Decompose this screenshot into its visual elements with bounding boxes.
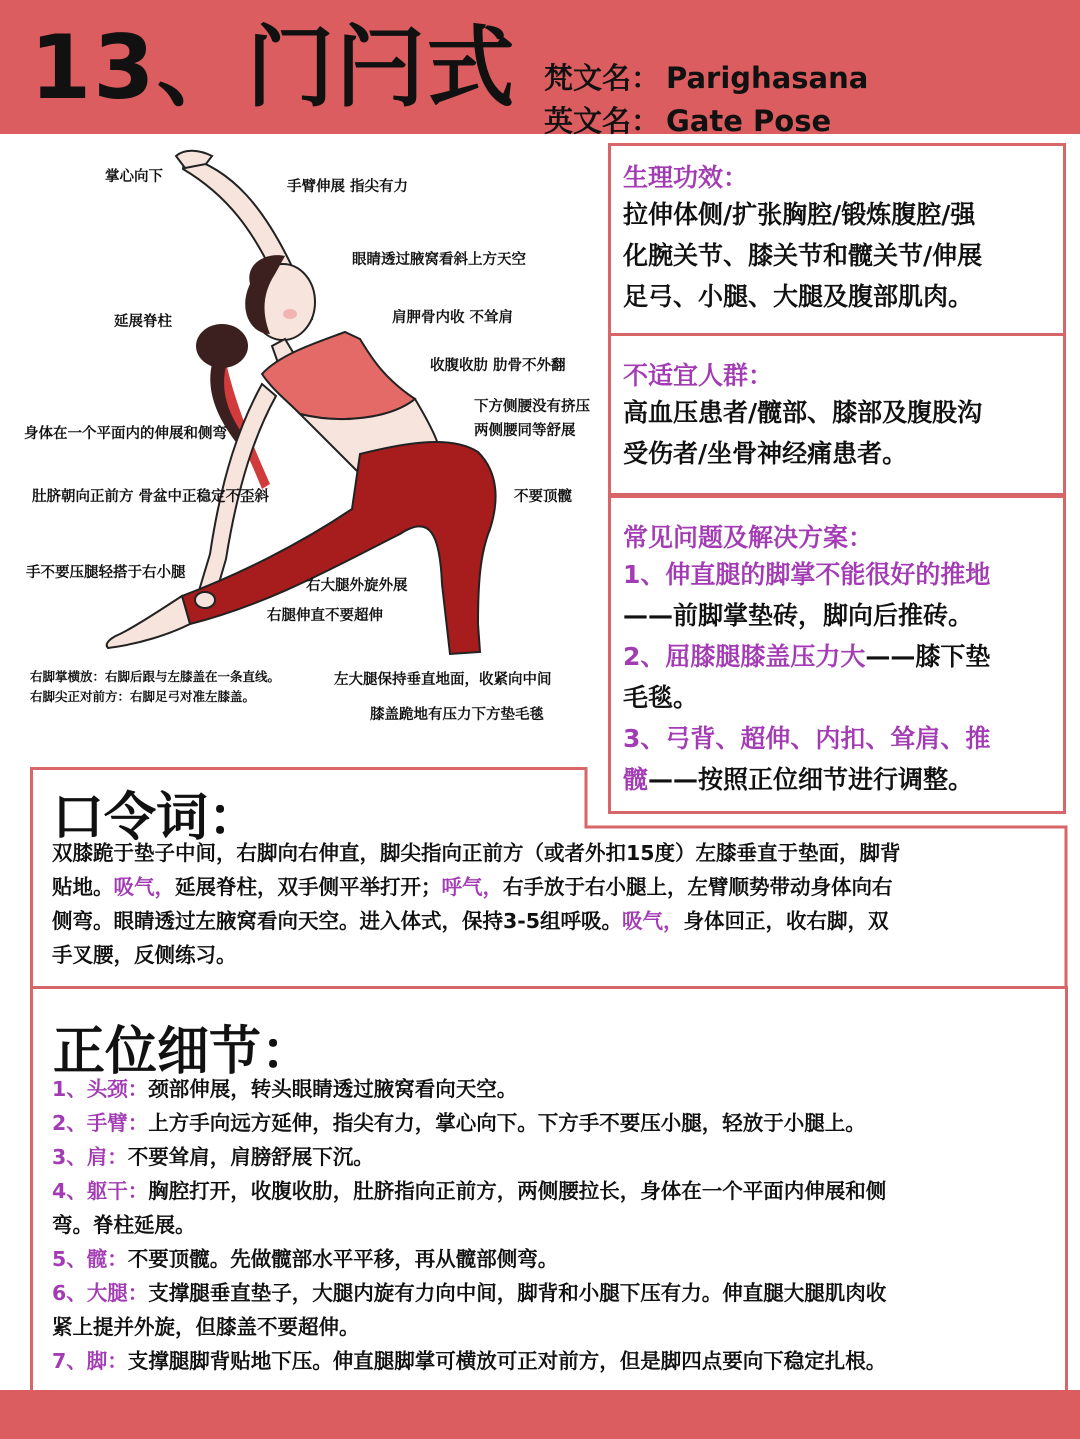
figure-label: 膝盖跪地有压力下方垫毛毯 [370, 707, 544, 723]
figure-label: 眼睛透过腋窝看斜上方天空 [352, 252, 526, 268]
figure-label: 身体在一个平面内的伸展和侧弯 [24, 426, 227, 442]
figure-label: 右大腿外旋外展 [306, 578, 408, 594]
figure-label: 两侧腰同等舒展 [474, 423, 576, 439]
problems-text: 1、伸直腿的脚掌不能很好的推地 ——前脚掌垫砖，脚向后推砖。 2、屈膝腿膝盖压力大——膝下垫 毛毯。 3、弓背、超伸、内扣、耸肩、推 髋——按照正位细节进行调整。 [623, 560, 991, 794]
figure-label: 右脚尖正对前方：右脚足弓对准左膝盖。 [30, 689, 256, 704]
figure-label: 手不要压腿轻搭于右小腿 [26, 565, 186, 581]
sanskrit-name: 梵文名： Parighasana [544, 61, 869, 95]
alignment-heading: 正位细节： [53, 1022, 314, 1082]
figure-label: 右脚掌横放：右脚后跟与左膝盖在一条直线。 [30, 669, 281, 684]
unsuitable-text: 高血压患者/髋部、膝部及腹股沟 受伤者/坐骨神经痛患者。 [623, 398, 983, 468]
figure-label: 肚脐朝向正前方 骨盆中正稳定不歪斜 [32, 489, 270, 505]
cue-text: 双膝跪于垫子中间，右脚向右伸直，脚尖指向正前方（或者外扣15度）左膝垂直于垫面，脚背 贴地。吸气，延展脊柱，双手侧平举打开；呼气，右手放于右小腿上，左臂顺势带动身体向右 侧弯。眼睛透过左腋窝看向天空。进入体式，保持3-5组呼吸。吸气，身体回正，收右脚，双 手叉腰，反侧练习。 [52, 841, 901, 967]
alignment-item: 2、手臂：上方手向远方延伸，指尖有力，掌心向下。下方手不要压小腿，轻放于小腿上。 [52, 1111, 866, 1135]
alignment-item-cont: 紧上提并外旋，但膝盖不要超伸。 [52, 1315, 360, 1339]
figure-label: 右腿伸直不要超伸 [267, 608, 383, 624]
pose-title: 13、门闩式 [30, 16, 517, 119]
figure-label: 左大腿保持垂直地面，收紧向中间 [334, 672, 552, 688]
cue-heading: 口令词： [52, 788, 261, 848]
alignment-item: 4、躯干：胸腔打开，收腹收肋，肚脐指向正前方，两侧腰拉长，身体在一个平面内伸展和侧 [52, 1179, 887, 1203]
pose-illustration [0, 134, 606, 764]
problems-title: 常见问题及解决方案： [623, 523, 874, 552]
alignment-item: 7、脚：支撑腿脚背贴地下压。伸直腿脚掌可横放可正对前方，但是脚四点要向下稳定扎根。 [52, 1349, 887, 1373]
alignment-item: 1、头颈：颈部伸展，转头眼睛透过腋窝看向天空。 [52, 1077, 518, 1101]
alignment-item: 5、髋：不要顶髋。先做髋部水平平移，再从髋部侧弯。 [52, 1247, 559, 1271]
figure-label: 肩胛骨内收 不耸肩 [392, 310, 514, 326]
alignment-item: 3、肩：不要耸肩，肩膀舒展下沉。 [52, 1145, 374, 1169]
figure-label: 下方侧腰没有挤压 [474, 399, 590, 415]
figure-label: 手臂伸展 指尖有力 [287, 179, 409, 195]
figure-label: 不要顶髋 [514, 489, 572, 505]
english-name: 英文名： Gate Pose [544, 104, 832, 138]
header-banner [0, 0, 1080, 138]
benefits-title: 生理功效： [623, 163, 749, 192]
alignment-item: 6、大腿：支撑腿垂直垫子，大腿内旋有力向中间，脚背和小腿下压有力。伸直腿大腿肌肉收 [52, 1281, 887, 1305]
unsuitable-title: 不适宜人群： [623, 361, 774, 390]
figure-label: 掌心向下 [105, 169, 163, 185]
benefits-text: 拉伸体侧/扩张胸腔/锻炼腹腔/强 化腕关节、膝关节和髋关节/伸展 足弓、小腿、大腿及腹部肌肉。 [623, 200, 983, 311]
figure-label: 延展脊柱 [114, 314, 172, 330]
alignment-item-cont: 弯。脊柱延展。 [52, 1213, 196, 1237]
footer-banner [0, 1390, 1080, 1439]
benefits-box [608, 143, 1066, 336]
unsuitable-box [608, 336, 1066, 496]
figure-label: 收腹收肋 肋骨不外翻 [430, 358, 566, 374]
